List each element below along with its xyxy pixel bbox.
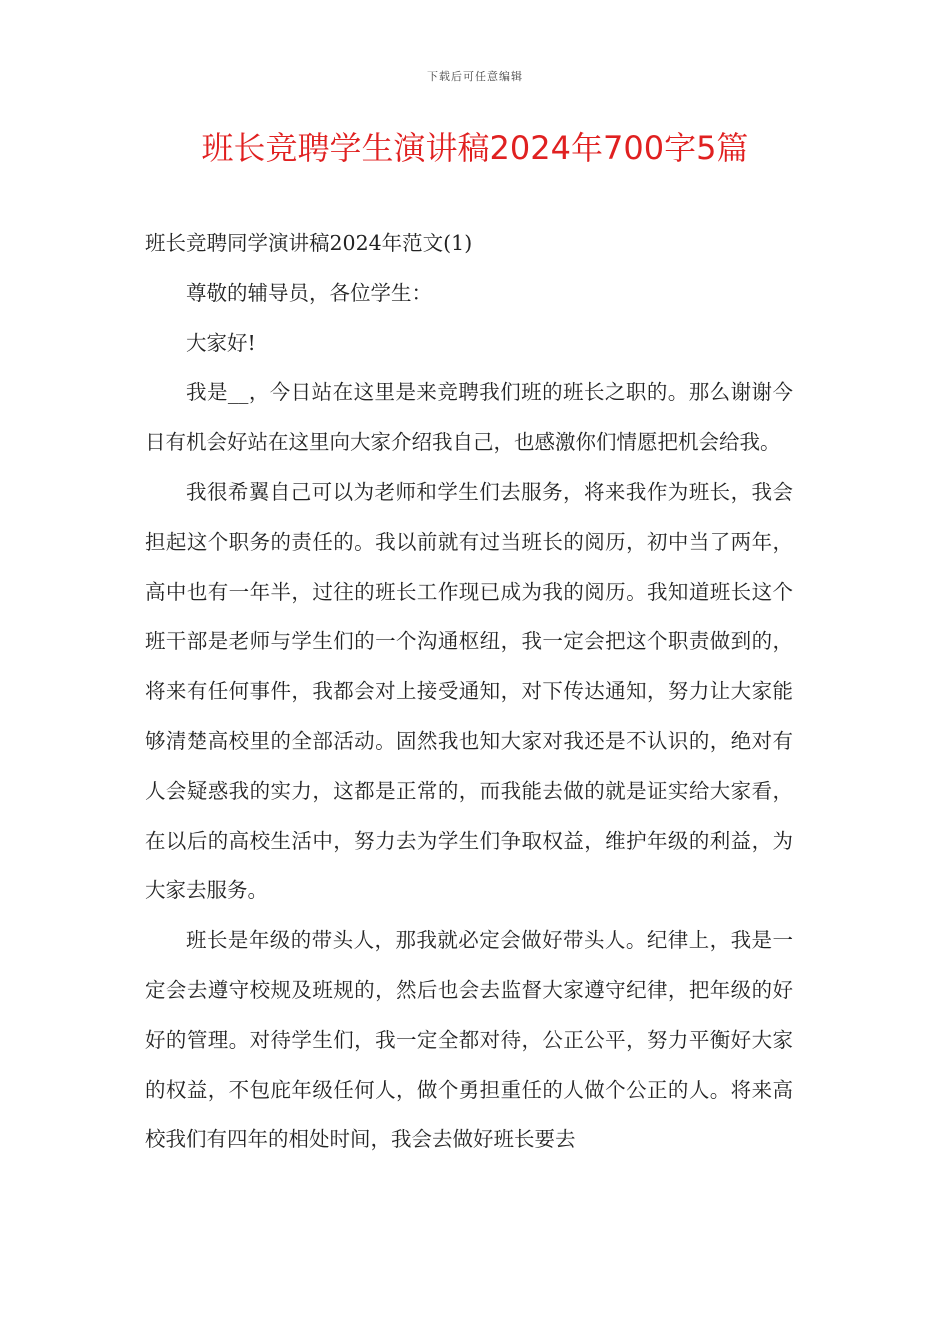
- paragraph-service: 我很希翼自己可以为老师和学生们去服务，将来我作为班长，我会担起这个职务的责任的。我以前就有过当班长的阅历，初中当了两年，高中也有一年半，过往的班长工作现已成为我的阅历。我知道班长这个班干部是老师与学生们的一个沟通枢纽，我一定会把这个职责做到的，将来有任何事件，我都会对上接受通知，对下传达通知，努力让大家能够清楚高校里的全部活动。固然我也知大家对我还是不认识的，绝对有人会疑惑我的实力，这都是正常的，而我能去做的就是证实给大家看，在以后的高校生活中，努力去为学生们争取权益，维护年级的利益，为大家去服务。: [145, 479, 793, 903]
- header-note: 下载后可任意编辑: [427, 70, 523, 83]
- document-title: 班长竞聘学生演讲稿2024年700字5篇: [201, 129, 749, 167]
- paragraph-leadership: 班长是年级的带头人，那我就必定会做好带头人。纪律上，我是一定会去遵守校规及班规的，然后也会去监督大家遵守纪律，把年级的好好的管理。对待学生们，我一定全都对待，公正公平，努力平衡好大家的权益，不包庇年级任何人，做个勇担重任的人做个公正的人。将来高校我们有四年的相处时间，我会去做好班长要去: [145, 928, 793, 1152]
- document-subtitle: 班长竞聘同学演讲稿2024年范文(1): [145, 231, 473, 255]
- paragraph-introduction: 我是__，今日站在这里是来竞聘我们班的班长之职的。那么谢谢今日有机会好站在这里向大家介绍我自己，也感激你们情愿把机会给我。: [145, 380, 793, 455]
- paragraph-greeting: 大家好!: [186, 330, 256, 355]
- document-body: [145, 219, 793, 1165]
- paragraph-salutation: 尊敬的辅导员，各位学生：: [186, 280, 432, 305]
